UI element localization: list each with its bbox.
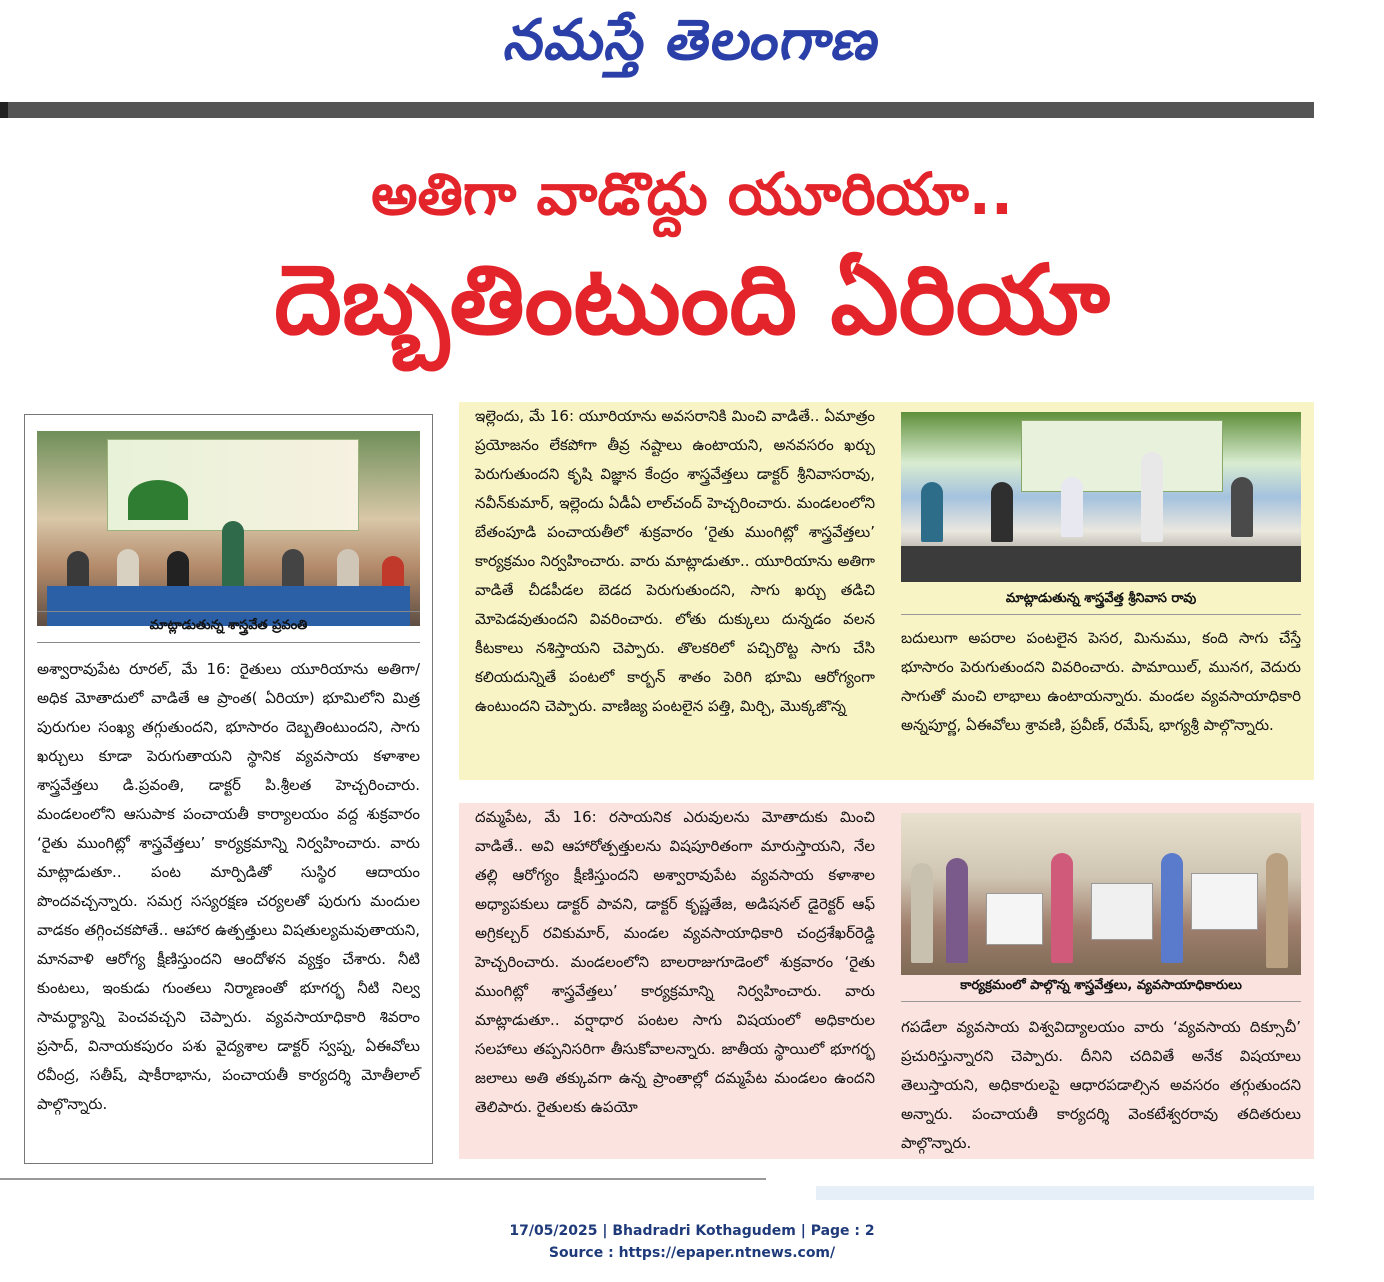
left-story-photo — [37, 431, 420, 626]
bottom-story-panel — [459, 803, 1314, 1159]
next-story-strip — [816, 1186, 1314, 1200]
footer-date-edition: 17/05/2025 | Bhadradri Kothagudem | Page : 2 — [509, 1223, 875, 1239]
top-story-panel — [459, 402, 1314, 780]
footer-source: Source : https://epaper.ntnews.com/ — [548, 1245, 836, 1261]
bottom-story-text-col1: దమ్మపేట, మే 16: రసాయనిక ఎరువులను మోతాదుకు మించి వాడితే.. అవి ఆహారోత్పత్తులను విషపూరితంగా మారుస్తాయని, నేల తల్లి ఆరోగ్యం క్షీణిస్తుందని అశ్వారావుపేట వ్యవసాయ కళాశాల అధ్యాపకులు డాక్టర్‌ పావని, డాక్టర్‌ కృష్ణతేజ, అడిషనల్‌ డైరెక్టర్‌ ఆఫ్‌ అగ్రికల్చర్‌ రవికుమార్‌, మండల వ్యవసాయాధికారి చంద్రశేఖర్‌రెడ్డి హెచ్చరించారు. మండలంలోని బాలరాజుగూడెంలో శుక్రవారం ‘రైతు ముంగిట్లో శాస్త్రవేత్తలు’ కార్యక్రమాన్ని నిర్వహించారు. వారు మాట్లాడుతూ.. వర్షాధార పంటల సాగు విషయంలో అధికారుల సలహాలు తప్పనిసరిగా తీసుకోవాలన్నారు. జాతీయ స్థాయిలో భూగర్భ జలాలు అతి తక్కువగా ఉన్న ప్రాంతాల్లో దమ్మపేట మండలం ఉందని తెలిపారు. రైతులకు ఉపయో — [475, 808, 875, 1116]
headline-line-2: దెబ్బతింటుంది ఏరియా — [274, 244, 1110, 356]
bottom-story-text-col2: గపడేలా వ్యవసాయ విశ్వవిద్యాలయం వారు ‘వ్యవసాయ దిక్సూచీ’ ప్రచురిస్తున్నారని చెప్పారు. దీనిని చదివితే అనేక విషయాలు తెలుస్తాయని, అధికారులపై ఆధారపడాల్సిన అవసరం తగ్గుతుందని అన్నారు. పంచాయతీ కార్యదర్శి వెంకటేశ్వరరావు తదితరులు పాల్గొన్నారు. — [901, 1018, 1301, 1152]
masthead-rule — [0, 102, 1314, 118]
headline-line-1: అతిగా వాడొద్దు యూరియా.. — [371, 160, 1013, 228]
left-photo-caption: మాట్లాడుతున్న శాస్త్రవేత ప్రవంతి — [37, 611, 420, 643]
page-footer — [0, 1220, 1384, 1264]
bottom-photo-caption: కార్యక్రమంలో పాల్గొన్న శాస్త్రవేత్తలు, వ్యవసాయాధికారులు — [901, 973, 1301, 1002]
left-story-text: అశ్వారావుపేట రూరల్‌, మే 16: రైతులు యూరియాను అతిగా/అధిక మోతాదులో వాడితే ఆ ప్రాంత( ఏరియా) భూమిలోని మిత్ర పురుగుల సంఖ్య తగ్గుతుందని, భూసారం దెబ్బతింటుందని, సాగు ఖర్చులు కూడా పెరుగుతాయని స్థానిక వ్యవసాయ కళాశాల శాస్త్రవేత్తలు డి.ప్రవంతి, డాక్టర్‌ పి.శ్రీలత హెచ్చరించారు. మండలంలోని ఆసుపాక పంచాయతీ కార్యాలయం వద్ద శుక్రవారం ‘రైతు ముంగిట్లో శాస్త్రవేత్తలు’ కార్యక్రమాన్ని నిర్వహించారు. వారు మాట్లాడుతూ.. పంట మార్పిడితో సుస్థిర ఆదాయం పొందవచ్చన్నారు. సమగ్ర సస్యరక్షణ చర్యలతో పురుగు మందుల వాడకం తగ్గించకపోతే.. ఆహార ఉత్పత్తులు విషతుల్యమవుతాయని, మానవాళి ఆరోగ్య క్షీణిస్తుందని ఆందోళన వ్యక్తం చేశారు. నీటి కుంటలు, ఇంకుడు గుంతలు నిర్మాణంతో భూగర్భ నీటి నిల్వ సామర్థ్యాన్ని పెంచవచ్చని చెప్పారు. వ్యవసాయాధికారి శివరాం ప్రసాద్‌, వినాయకపురం పశు వైద్యశాల డాక్టర్‌ స్వప్న, ఏఈవోలు రవీంద్ర, సతీష్‌, షాకీరాభాను, పంచాయతీ కార్యదర్శి మోతీలాల్‌ పాల్గొన్నారు. — [37, 660, 420, 1113]
masthead-logo: నమస్తే తెలంగాణ — [500, 8, 887, 73]
top-photo-caption: మాట్లాడుతున్న శాస్త్రవేత్త శ్రీనివాస రావు — [901, 586, 1301, 615]
top-story-text-col1: ఇల్లెందు, మే 16: యూరియాను అవసరానికి మించి వాడితే.. ఏమాత్రం ప్రయోజనం లేకపోగా తీవ్ర నష్టాలు ఉంటాయని, అనవసరం ఖర్చు పెరుగుతుందని కృషి విజ్ఞాన కేంద్రం శాస్త్రవేత్తలు డాక్టర్‌ శ్రీనివాసరావు, నవీన్‌కుమార్‌, ఇల్లెందు ఏడీఏ లాల్‌చంద్‌ హెచ్చరించారు. మండలంలోని బేతంపూడి పంచాయతీలో శుక్రవారం ‘రైతు ముంగిట్లో శాస్త్రవేత్తలు’ కార్యక్రమం నిర్వహించారు. వారు మాట్లాడుతూ.. యూరియాను అతిగా వాడితే చీడపీడల బెడద పెరుగుతుందని, సాగు ఖర్చు తడిచి మోపెడవుతుందని వివరించారు. లోతు దుక్కులు దున్నడం వలన కీటకాలు నశిస్తాయని చెప్పారు. తొలకరిలో పచ్చిరొట్ట సాగు చేసి కలియదున్నితే పంటలో కార్బన్‌ శాతం పెరిగి భూమి ఆరోగ్యంగా ఉంటుందని చెప్పారు. వాణిజ్య పంటలైన పత్తి, మిర్చి, మొక్కజొన్న — [475, 407, 875, 715]
left-story-box — [24, 414, 433, 1164]
divider-rule — [0, 1178, 766, 1180]
bottom-story-photo — [901, 813, 1301, 975]
top-story-text-col2: బదులుగా అపరాల పంటలైన పెసర, మినుము, కంది సాగు చేస్తే భూసారం పెరుగుతుందని వివరించారు. పామాయిల్‌, మునగ, వెదురు సాగుతో మంచి లాభాలు ఉంటాయన్నారు. మండల వ్యవసాయాధికారి అన్నపూర్ణ, ఏఈవోలు శ్రావణి, ప్రవీణ్‌, రమేష్‌, భాగ్యశ్రీ పాల్గొన్నారు. — [901, 629, 1301, 734]
top-story-photo — [901, 412, 1301, 582]
